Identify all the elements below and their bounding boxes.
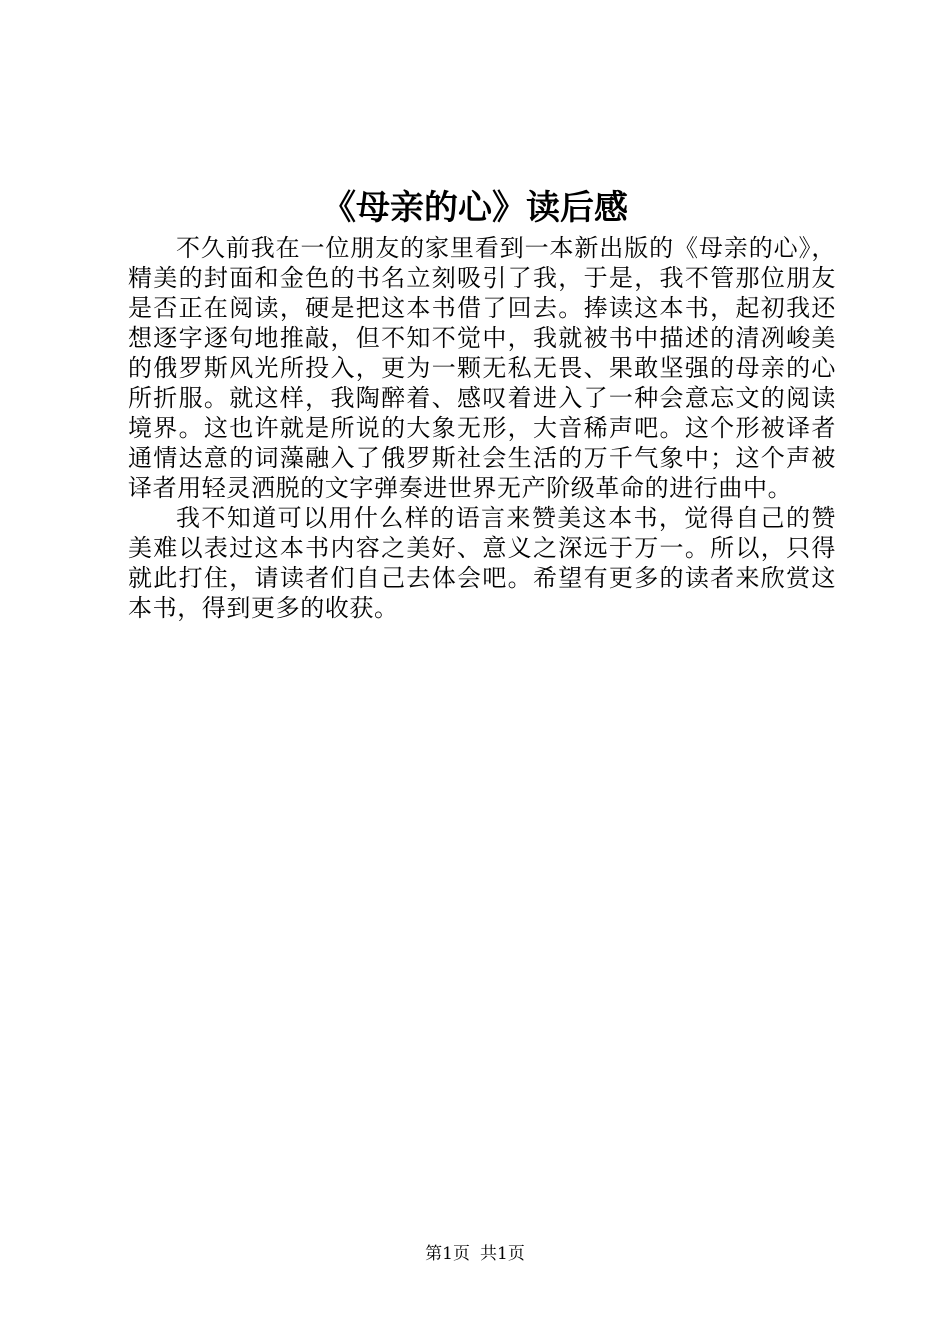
page-footer <box>0 1243 950 1265</box>
page-total: 共1页 <box>480 1244 525 1264</box>
document-body <box>128 233 836 623</box>
paragraph-2: 我不知道可以用什么样的语言来赞美这本书，觉得自己的赞美难以表过这本书内容之美好、意义之深远于万一。所以，只得就此打住，请读者们自己去体会吧。希望有更多的读者来欣赏这本书，得到更多的收获。 <box>128 504 836 622</box>
paragraph-1: 不久前我在一位朋友的家里看到一本新出版的《母亲的心》，精美的封面和金色的书名立刻吸引了我，于是，我不管那位朋友是否正在阅读，硬是把这本书借了回去。捧读这本书，起初我还想逐字逐句地推敲，但不知不觉中，我就被书中描述的清冽峻美的俄罗斯风光所投入，更为一颗无私无畏、果敢坚强的母亲的心所折服。就这样，我陶醉着、感叹着进入了一种会意忘文的阅读境界。这也许就是所说的大象无形，大音稀声吧。这个形被译者通情达意的词藻融入了俄罗斯社会生活的万千气象中；这个声被译者用轻灵洒脱的文字弹奏进世界无产阶级革命的进行曲中。 <box>128 234 836 502</box>
page-number: 第1页 <box>425 1244 470 1264</box>
page-title: 《母亲的心》读后感 <box>322 188 628 228</box>
